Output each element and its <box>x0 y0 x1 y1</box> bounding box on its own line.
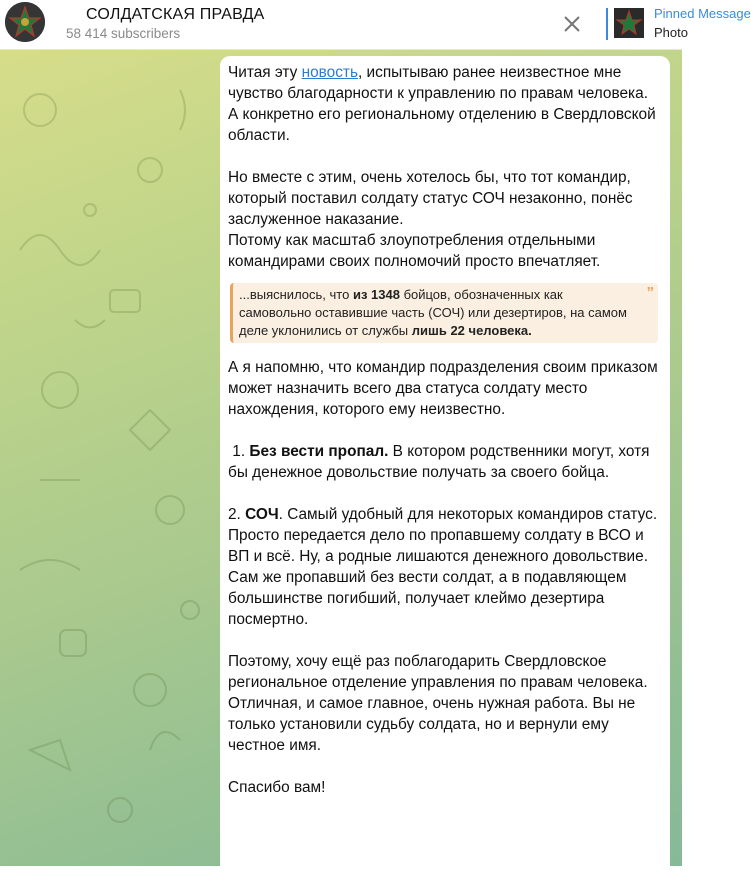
chat-area[interactable] <box>0 50 682 866</box>
news-link[interactable]: новость <box>301 64 358 81</box>
list-item-title: Без вести пропал. <box>249 443 389 460</box>
message-paragraph: Отличная, и самое главное, очень нужная работа. Вы не только установили судьбу солдата, но и вернули ему честное имя. <box>228 695 636 754</box>
subscriber-count: 58 414 subscribers <box>66 26 181 41</box>
pinned-message-preview[interactable]: Photo <box>654 25 688 40</box>
star-emblem-icon <box>5 2 45 42</box>
list-number: 2. <box>228 506 246 523</box>
channel-avatar[interactable] <box>5 2 45 42</box>
star-emblem-icon <box>614 8 644 38</box>
pinned-indicator-bar <box>606 8 608 40</box>
pinned-message-thumbnail[interactable] <box>614 8 644 38</box>
message-paragraph: А я напомню, что командир подразделения своим приказом может назначить всего два статуса солдату место нахождения, которого ему неизвестно. <box>228 359 658 418</box>
message-paragraph: Потому как масштаб злоупотребления отдельными командирами своих полномочий просто впечатляет. <box>228 232 601 270</box>
chat-header <box>0 0 751 50</box>
list-item-text: В котором родственники могут, хотя бы денежное довольствие получать за своего бойца. <box>228 443 650 481</box>
message-text: Читая эту <box>228 64 302 81</box>
message-paragraph: Но вместе с этим, очень хотелось бы, что тот командир, который поставил солдату статус СОЧ незаконно, понёс заслуженное наказание. <box>228 169 633 228</box>
message-text: , испытываю ранее неизвестное мне чувство благодарности к управлению по правам человека. А конкретно его региональному отделению в Свердловской области. <box>228 64 656 144</box>
quote-block <box>230 283 658 343</box>
message-list-item-1 <box>228 441 658 483</box>
quote-text: бойцов, обозначенных как самовольно оставившие часть (СОЧ) или дезертиров, на самом деле уклонились от службы <box>239 287 627 338</box>
message-paragraph: Поэтому, хочу ещё раз поблагодарить Свердловское региональное отделение управления по правам человека. <box>228 653 648 691</box>
message-list-item-2 <box>228 504 658 630</box>
close-icon[interactable] <box>561 13 583 35</box>
quote-text: ...выяснилось, что <box>239 287 353 302</box>
quote-bold-text: лишь 22 человека. <box>411 323 532 338</box>
quote-icon: ” <box>646 284 654 301</box>
quote-bold-text: из 1348 <box>352 287 400 302</box>
message-paragraph: Спасибо вам! <box>228 779 326 796</box>
list-number: 1. <box>228 443 250 460</box>
pinned-message-title[interactable]: Pinned Message <box>654 6 751 21</box>
message-paragraph <box>228 62 658 146</box>
channel-message-bubble[interactable] <box>220 56 670 886</box>
list-item-title: СОЧ <box>245 506 279 523</box>
channel-title[interactable]: СОЛДАТСКАЯ ПРАВДА <box>86 6 265 23</box>
list-item-text: . Самый удобный для некоторых командиров статус. Просто передается дело по пропавшему солдату в ВСО и ВП и всё. Ну, а родные лишаются денежного довольствие. Сам же пропавший без вести солдат, а в подавляющем большинстве погибший, получает клеймо дезертира посмертно. <box>228 506 658 628</box>
